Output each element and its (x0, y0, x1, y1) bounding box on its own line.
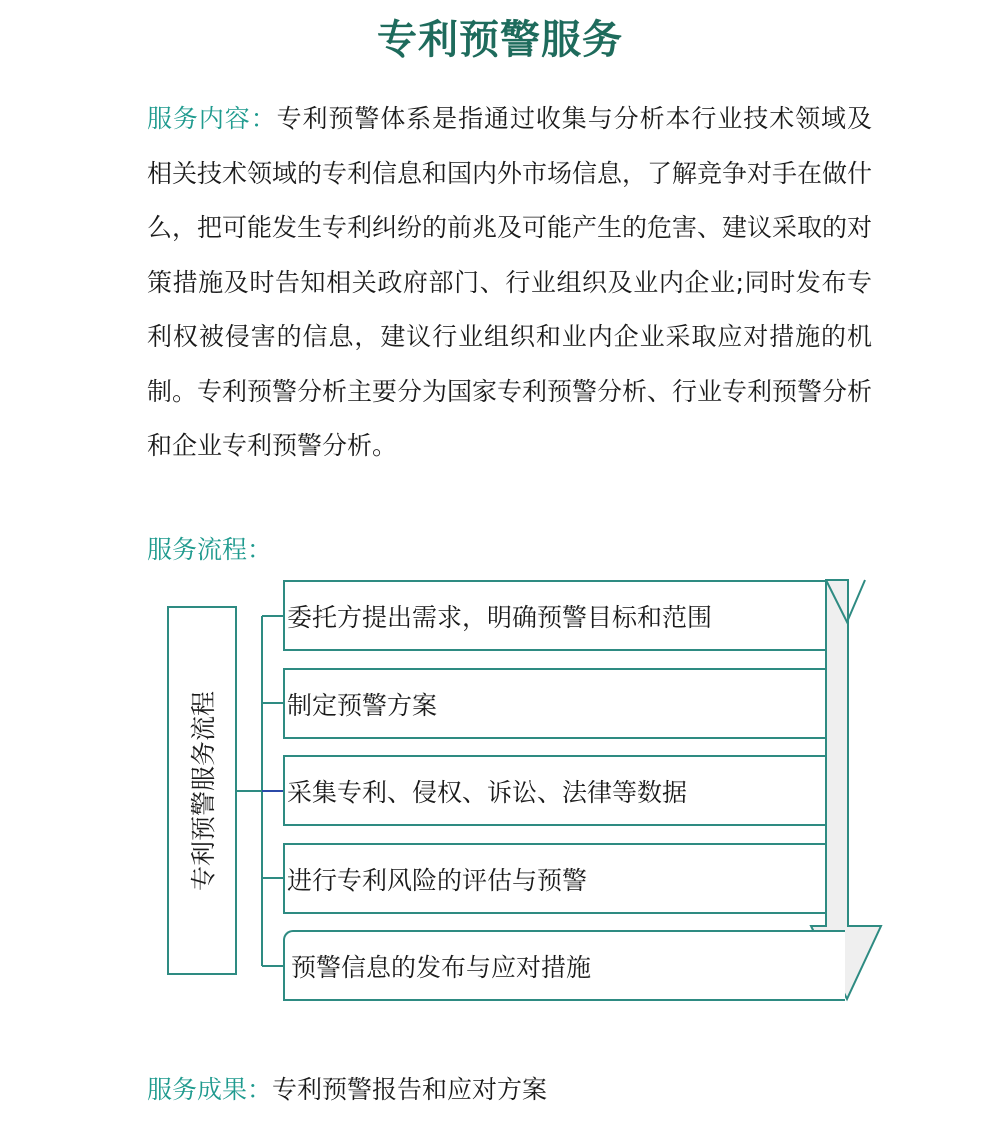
process-step-1-label: 委托方提出需求，明确预警目标和范围 (287, 602, 713, 632)
process-step-5-label: 预警信息的发布与应对措施 (291, 952, 592, 982)
process-step-5 (283, 930, 845, 1001)
process-step-2-label: 制定预警方案 (287, 690, 438, 720)
process-step-4-label: 进行专利风险的评估与预警 (287, 865, 588, 895)
process-step-3 (283, 755, 827, 826)
service-content-label: 服务内容： (147, 104, 277, 133)
service-process-label: 服务流程： (147, 535, 273, 564)
service-result-text: 专利预警报告和应对方案 (272, 1075, 548, 1104)
process-root-label: 专利预警服务流程 (189, 690, 219, 891)
service-result-label: 服务成果： (147, 1075, 273, 1104)
process-step-3-label: 采集专利、侵权、诉讼、法律等数据 (287, 777, 688, 807)
service-content-text: 专利预警体系是指通过收集与分析本行业技术领域及相关技术领域的专利信息和国内外市场信息，了解竞争对手在做什么，把可能发生专利纠纷的前兆及可能产生的危害、建议采取的对策措施及时告知相关政府部门、行业组织及业内企业;同时发布专利权被侵害的信息，建议行业组织和业内企业采取应对措施的机制。专利预警分析主要分为国家专利预警分析、行业专利预警分析和企业专利预警分析。 (147, 104, 873, 460)
process-step-4 (283, 843, 827, 914)
page-title: 专利预警服务 (377, 17, 623, 63)
process-step-1 (283, 580, 827, 651)
service-result-line (147, 1068, 547, 1112)
process-root-box (167, 606, 237, 975)
process-step-2 (283, 668, 827, 739)
